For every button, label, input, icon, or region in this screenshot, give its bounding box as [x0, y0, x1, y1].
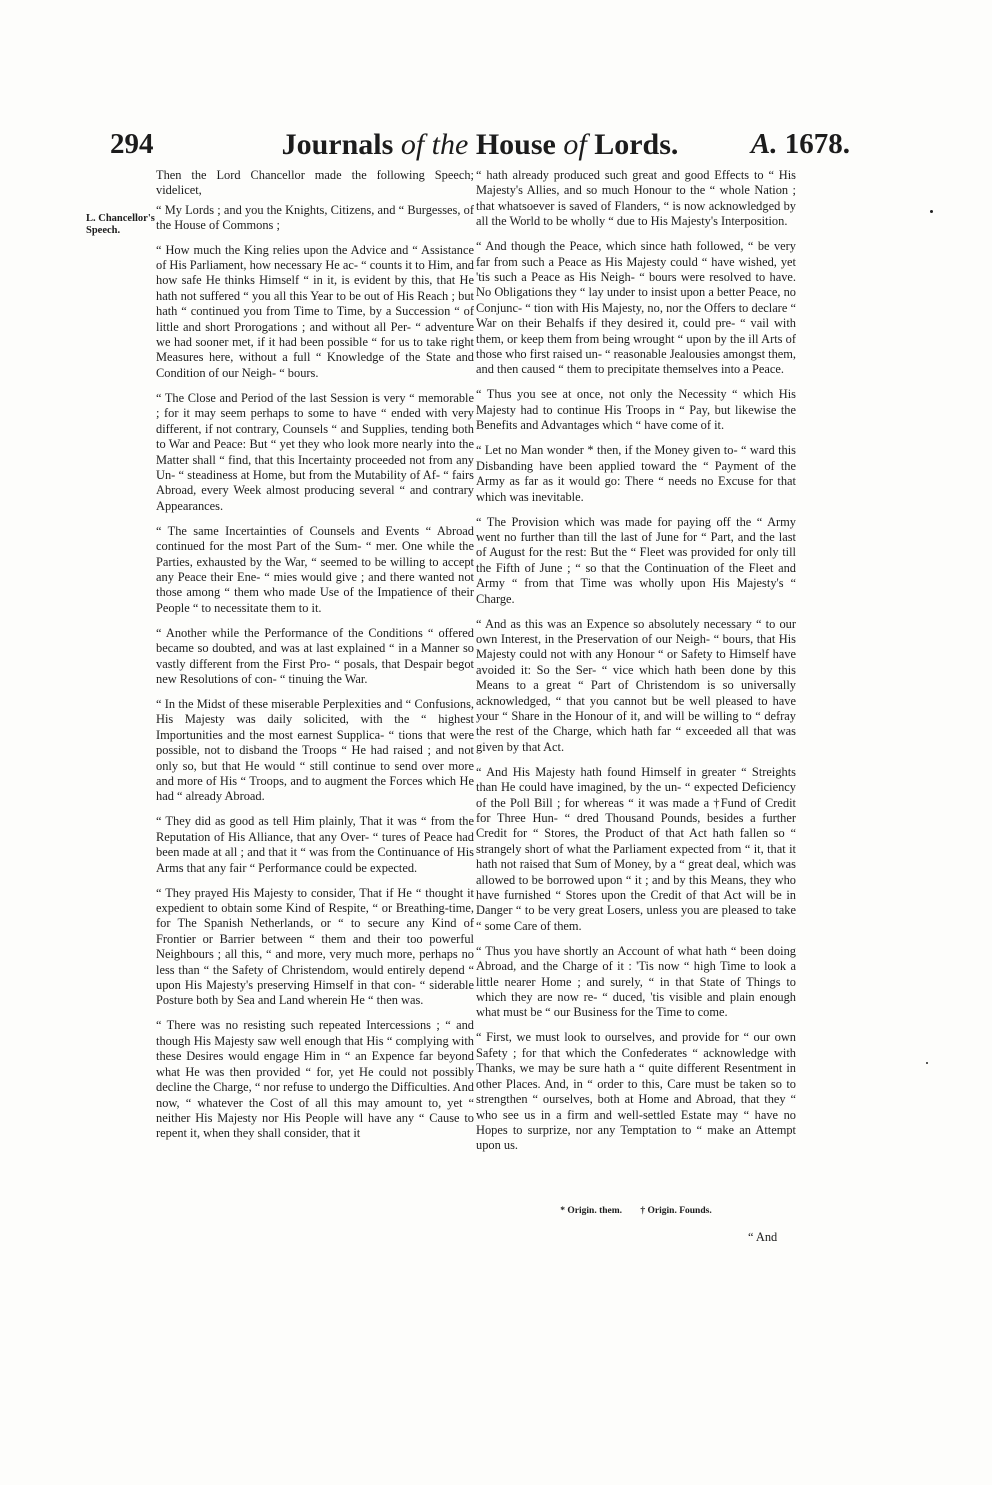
margin-note: L. Chancellor's Speech. — [86, 213, 155, 236]
right-column — [476, 168, 796, 1163]
footnote: * Origin. them. — [560, 1206, 623, 1216]
footnotes — [476, 1206, 796, 1216]
paragraph: “ Another while the Performance of the Conditions “ offered became so doubted, and was at last explained “ in a Manner so vastly different from the First Pro- “ posals, that Despair begot new Resolutions of con- “ tinuing the War. — [156, 625, 474, 686]
paragraph: “ And as this was an Expence so absolutely necessary “ to our own Interest, in the Preservation of our Neigh- “ bours, that His Majesty could not with any Honour “ or Safety to Himself have avoided it: So the Ser- “ vice which hath been done by this Means to a great “ Part of Christendom is so universally acknowledged, “ that you cannot but be well pleased to have your “ Share in the Honour of it, and will be willing to “ defray the rest of the Charge, which hath far “ exceeded all that was given by that Act. — [476, 616, 796, 754]
ink-speck — [930, 210, 933, 213]
footnote: † Origin. Founds. — [640, 1206, 712, 1216]
catchword: “ And — [748, 1230, 778, 1244]
paragraph: “ My Lords ; and you the Knights, Citizens, and “ Burgesses, of the House of Commons ; — [156, 202, 474, 233]
paragraph: “ How much the King relies upon the Advice and “ Assistance of His Parliament, how necessary He ac- “ counts it to Him, and how safe He thinks Himself “ in it, is evident by this, that He hath not suffered “ you all this Year to be out of His Reach ; but hath “ continued you from Time to Time, by a Succession “ of little and short Prorogations ; and without all Per- “ adventure we had sooner met, if it had been possible “ for us to take right Measures here, without a full “ Knowledge of the State and Condition of our Neigh- “ bours. — [156, 242, 474, 380]
paragraph: “ The Provision which was made for paying off the “ Army went no further than till the last of June for “ Part, and the last of August for the rest: But the “ Fleet was provided for only till the Fifth of June ; “ so that the Continuation of the Fleet and Army “ from that Time was wholly upon His Majesty's “ Charge. — [476, 514, 796, 606]
paragraph: “ They did as good as tell Him plainly, That it was “ from the Reputation of His Alliance, that any Over- “ tures of Peace had been made at all ; and that it “ was from the Continuance of His Arms that any fair “ Performance could be expected. — [156, 814, 474, 875]
paragraph: “ First, we must look to ourselves, and provide for “ our own Safety ; for that which the Confederates “ acknowledge with Thanks, we may be sure hath a “ quite different Resentment in other Places. And, in “ order to this, Care must be taken so to strengthen “ ourselves, both at Home and Abroad, that they “ who see us in a firm and well-settled Estate may “ have no Hopes to surprize, nor any Temptation to “ make an Attempt upon us. — [476, 1030, 796, 1153]
paragraph: “ There was no resisting such repeated Intercessions ; “ and though His Majesty saw well enough that His “ complying with these Desires would engage Him in “ an Expence far beyond what He was then provided “ for, yet He could not possibly decline the Charge, “ nor refuse to undergo the Difficulties. And now, “ whatever the Cost of all this may amount to, yet “ neither His Majesty nor His People will have any “ Cause to repent it, when they shall consider, that it — [156, 1018, 474, 1141]
ink-speck — [926, 1062, 928, 1064]
year-heading: A. 1678. — [750, 128, 850, 160]
paragraph: “ Thus you see at once, not only the Necessity “ which His Majesty had to continue His Troops in “ Pay, but likewise the Benefits and Advantages which “ have come of it. — [476, 387, 796, 433]
paragraph: “ Let no Man wonder * then, if the Money given to- “ ward this Disbanding have been applied toward the “ Payment of the Army as far as it would go: There “ needs no Excuse for that which was inevitable. — [476, 443, 796, 504]
paragraph: “ The Close and Period of the last Session is very “ memorable ; for it may seem perhaps to some to have “ ended with very different, if not contrary, Counsels “ and Supplies, tending both to War and Peace: But “ yet they who look more nearly into the Matter shall “ find, that this Incertainty proceeded not from any Un- “ steadiness at Home, but from the Mutability of Af- “ fairs Abroad, every Week almost producing several “ and contrary Appearances. — [156, 390, 474, 513]
paragraph: Then the Lord Chancellor made the following Speech; videlicet, — [156, 168, 474, 198]
page-number: 294 — [110, 128, 154, 160]
left-column — [156, 168, 474, 1151]
paragraph: “ And His Majesty hath found Himself in greater “ Streights than He could have imagined, by the un- “ expected Deficiency of the Poll Bill ; for whereas “ it was made a †Fund of Credit for Three Hun- “ dred Thousand Pounds, besides a further Credit for “ Stores, the Product of that Act hath fallen so “ strangely short of what the Parliament expected from “ it, that it hath not raised that Sum of Money, by a “ great deal, which was allowed to be borrowed upon “ it ; and by this Means, they who have furnished “ Stores upon the Credit of that Act will be in Danger “ to be very great Losers, unless you are pleased to take “ some Care of them. — [476, 764, 796, 933]
paragraph: “ hath already produced such great and good Effects to “ His Majesty's Allies, and so much Honour to the “ whole Nation ; that whatsoever is saved of Flanders, “ is now acknowledged by all the World to be wholly “ due to His Majesty's Interposition. — [476, 168, 796, 229]
paragraph: “ And though the Peace, which since hath followed, “ be very far from such a Peace as His Majesty could “ have wished, yet 'tis such a Peace as His Neigh- “ bours were resolved to have. No Obligations they “ lay under to insist upon a better Peace, no Conjunc- “ tion with His Majesty, no, nor the Offers to declare “ War on their Behalfs if they desired it, could pre- “ vail with them, or keep them from being wrought “ upon by the ill Arts of those who first raised un- “ reasonable Jealousies amongst them, and then caused “ them to precipitate themselves into a Peace. — [476, 239, 797, 377]
paragraph: “ The same Incertainties of Counsels and Events “ Abroad continued for the most Part of the Sum- “ mer. One while the Parties, exhausted by the War, “ seemed to be willing to accept any Peace their Ene- “ mies would give ; and there wanted not those among “ them who made Use of the Impatience of their People “ to necessitate them to it. — [156, 523, 474, 615]
paragraph: “ They prayed His Majesty to consider, That if He “ thought it expedient to obtain some Kind of Respite, “ or Breathing-time, for The Spanish Netherlands, or “ to secure any Kind of Frontier or Barrier between “ them and their too powerful Neighbours ; all this, “ and more, very much more, perhaps no less than “ the Safety of Christendom, would entirely depend “ upon His Majesty's preserving Himself in that con- “ siderable Posture both by Sea and Land wherein He “ then was. — [156, 885, 474, 1008]
running-title: Journals of the House of Lords. — [281, 128, 679, 161]
paragraph: “ In the Midst of these miserable Perplexities and “ Confusions, His Majesty was daily solicited, with the “ highest Importunities and the most earnest Supplica- “ tions that were possible, not to disband the Troops “ He had raised ; and not only so, but that He would “ still continue to send over more and more of His “ Troops, and to augment the Forces which He had “ already Abroad. — [156, 696, 474, 804]
paragraph: “ Thus you have shortly an Account of what hath “ been doing Abroad, and the Charge of it : 'Tis now “ high Time to look a little nearer Home ; and surely, “ in that State of Things to which they are now re- “ duced, 'tis visible and plain enough what must be “ our Business for the Time to come. — [476, 943, 796, 1020]
